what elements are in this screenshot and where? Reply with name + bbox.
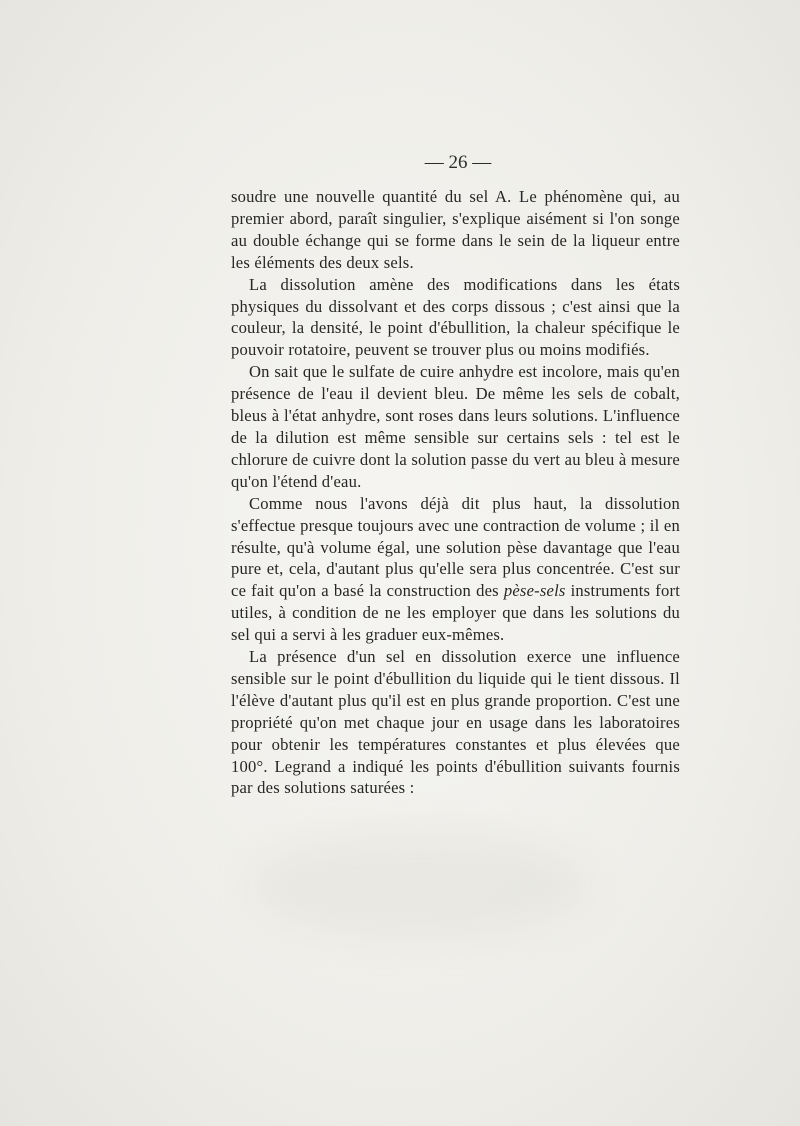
body-text — [231, 186, 680, 799]
paragraph-text-part: instruments fort utiles, à condition de ne les employer que dans les solutions du sel qui a servi à les graduer eux-mêmes. — [231, 581, 680, 645]
paragraph-dissolution-effects: La dissolution amène des modifications dans les états physiques du dissolvant et des corps dissous ; c'est ainsi que la couleur, la densité, le point d'ébullition, la chaleur spécifique le pouvoir rotatoire, peuvent se trouver plus ou moins modifiés. — [231, 274, 680, 360]
page-number: — 26 — — [424, 152, 492, 173]
paragraph-text-part: Comme nous l'avons déjà dit plus haut, la dissolution s'effectue presque toujours avec une contraction de volume ; il en résulte, qu'à volume égal, une solution pèse davantage que l'eau pure et, cela, d'autant plus qu'elle sera plus concentrée. C'est sur ce fait qu'on a basé la construction des — [231, 493, 680, 601]
paragraph-color-change: On sait que le sulfate de cuire anhydre est incolore, mais qu'en présence de l'eau il devient bleu. De même les sels de cobalt, bleus à l'état anhydre, sont roses dans leurs solutions. L'influence de la dilution est même sensible sur certains sels : tel est le chlorure de cuivre dont la solution passe du vert au bleu à mesure qu'on l'étend d'eau. — [231, 362, 680, 491]
paragraph-continuation: soudre une nouvelle quantité du sel A. Le phénomène qui, au premier abord, paraît singulier, s'explique aisément si l'on songe au double échange qui se forme dans le sein de la liqueur entre les éléments des deux sels. — [231, 187, 680, 272]
paragraph-boiling-point: La présence d'un sel en dissolution exerce une influence sensible sur le point d'ébullition du liquide qui le tient dissous. Il l'élève d'autant plus qu'il est en plus grande proportion. C'est une propriété qu'on met chaque jour en usage dans les laboratoires pour obtenir les températures constantes et plus élevées que 100°. Legrand a indiqué les points d'ébullition suivants fournis par des solutions saturées : — [231, 647, 680, 798]
paragraph-volume-contraction — [231, 493, 680, 646]
italic-term: pèse-sels — [503, 581, 566, 601]
